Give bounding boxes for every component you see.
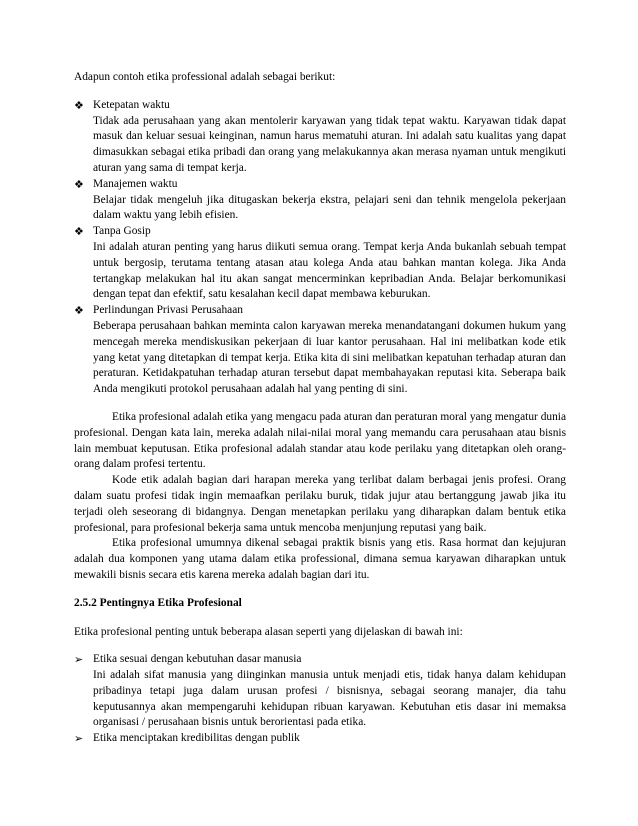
list-item-title: Ketepatan waktu	[93, 98, 170, 111]
body-paragraph: Etika profesional umumnya dikenal sebagai praktik bisnis yang etis. Rasa hormat dan kejujuran adalah dua komponen yang utama dalam etika professional, dimana semua karyawan diharapkan untuk mewakili bisnis secara etis karena mereka adalah bagian dari itu.	[74, 537, 566, 581]
section-heading: 2.5.2 Pentingnya Etika Profesional	[74, 596, 242, 609]
diamond-bullet-icon: ❖	[74, 177, 84, 191]
arrow-bullet-icon: ➢	[74, 732, 84, 746]
list-item-title: Perlindungan Privasi Perusahaan	[93, 304, 243, 317]
spacer	[74, 398, 566, 410]
diamond-bullet-icon: ❖	[74, 304, 84, 318]
list-item-title: Manajemen waktu	[93, 177, 178, 190]
document-page	[74, 70, 566, 747]
list-item	[74, 652, 566, 731]
list-item-body: Belajar tidak mengeluh jika ditugaskan bekerja ekstra, pelajari seni dan tehnik mengelola pekerjaan dalam waktu yang lebih efisien.	[93, 193, 566, 222]
list-item-body: Beberapa perusahaan bahkan meminta calon karyawan mereka menandatangani dokumen hukum yang mencegah mereka mendiskusikan pekerjaan di luar kantor perusahaan. Hal ini melibatkan kode etik yang ketat yang ditetapkan di tempat kerja. Etika kita di sini melibatkan kepatuhan terhadap aturan dan peraturan. Ketidakpatuhan terhadap aturan tersebut dapat membahayakan reputasi kita. Seberapa baik Anda mengikuti protokol perusahaan adalah hal yang penting di sini.	[93, 319, 566, 396]
diamond-bullet-icon: ❖	[74, 225, 84, 239]
list-item	[74, 224, 566, 303]
list-item-body: Ini adalah sifat manusia yang diinginkan manusia untuk menjadi etis, tidak hanya dalam kehidupan pribadinya tetapi juga dalam urusan profesi / bisnisnya, sebagai seorang manajer, dia tahu keputusannya akan mempengaruhi kehidupan ribuan karyawan. Kebutuhan etis dasar ini memaksa organisasi / perusahaan bisnis untuk berorientasi pada etika.	[93, 669, 566, 729]
body-paragraph: Etika profesional adalah etika yang mengacu pada aturan dan peraturan moral yang mengatur dunia profesional. Dengan kata lain, mereka adalah nilai-nilai moral yang memandu cara perusahaan atau bisnis lain membuat keputusan. Etika profesional adalah standar atau kode perilaku yang ditetapkan oleh orang-orang dalam profesi tertentu.	[74, 410, 566, 471]
section-intro-text: Etika profesional penting untuk beberapa alasan seperti yang dijelaskan di bawah ini:	[74, 625, 463, 638]
importance-reasons-list	[74, 652, 566, 747]
list-item-title: Tanpa Gosip	[93, 225, 151, 238]
body-paragraph: Kode etik adalah bagian dari harapan mereka yang terlibat dalam berbagai jenis profesi. Orang dalam suatu profesi tidak ingin memaafkan perilaku buruk, tidak jujur atau bertanggung jawab jika itu terjadi oleh seseorang di bidangnya. Dengan menetapkan perilaku yang diharapkan dalam bentuk etika profesional, para profesional bekerja sama untuk mencoba menjunjung reputasi yang baik.	[74, 474, 566, 534]
ethics-examples-list	[74, 98, 566, 398]
list-item-body: Tidak ada perusahaan yang akan mentolerir karyawan yang tidak tepat waktu. Karyawan tidak dapat masuk dan keluar sesuai keinginan, namun harus mematuhi aturan. Ini adalah satu kualitas yang dapat dimasukkan sebagai etika pribadi dan orang yang melakukannya akan merasa nyaman untuk mengikuti aturan yang sama di tempat kerja.	[93, 114, 566, 174]
list-item-title: Etika menciptakan kredibilitas dengan publik	[93, 732, 300, 745]
list-item	[74, 98, 566, 177]
list-item	[74, 177, 566, 224]
list-item	[74, 303, 566, 398]
arrow-bullet-icon: ➢	[74, 653, 84, 667]
intro-text: Adapun contoh etika professional adalah sebagai berikut:	[74, 71, 336, 83]
list-item-body: Ini adalah aturan penting yang harus diikuti semua orang. Tempat kerja Anda bukanlah sebuah tempat untuk bergosip, terutama tentang atasan atau kolega Anda atau bahkan mantan kolega. Jika Anda tertangkap melakukan hal itu akan sangat mencerminkan kepribadian Anda. Belajar berkomunikasi dengan tepat dan efektif, satu kesalahan kecil dapat membawa keburukan.	[93, 240, 566, 301]
list-item	[74, 731, 566, 747]
list-item-title: Etika sesuai dengan kebutuhan dasar manusia	[93, 653, 302, 666]
diamond-bullet-icon: ❖	[74, 98, 84, 112]
